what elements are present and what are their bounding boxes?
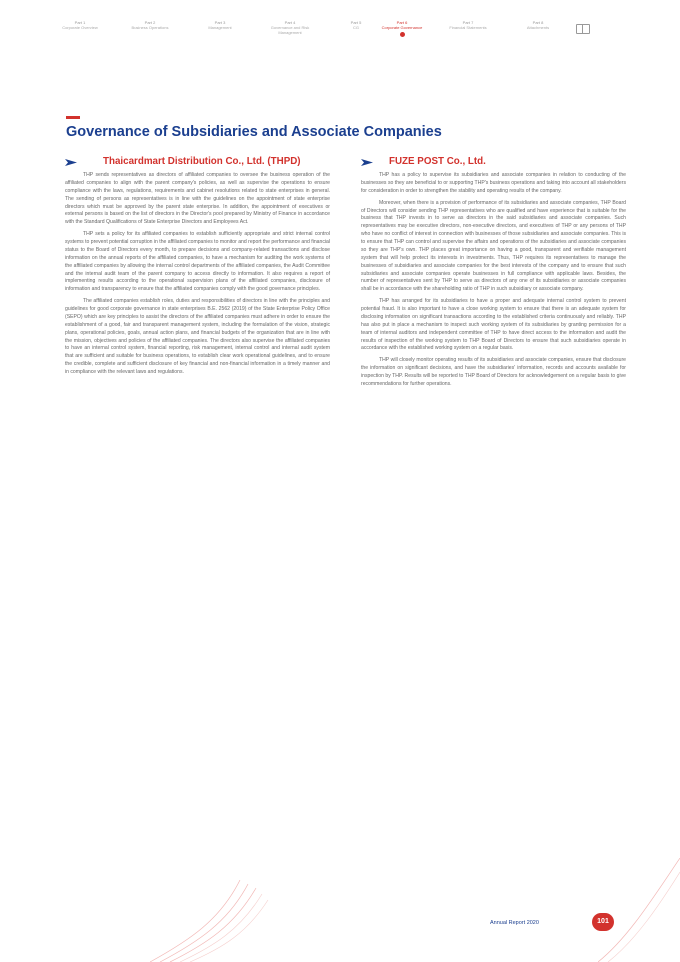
paragraph: THP will closely monitor operating results of its subsidiaries and associate companies, ensure that disclosure the information on significant decisions, and have the subsidiaries' information, records and accounts available for inspection by THP. Results will be reported to THP Board of Directors for acknowledgement on a regular basis to give recommendations for further operations. — [361, 357, 626, 387]
nav-item-title: Part 8 — [532, 20, 544, 25]
title-accent-bar — [66, 116, 80, 119]
section-heading-thpd — [65, 156, 330, 170]
nav-item-title: Part 5 — [350, 20, 362, 25]
nav-active-dot — [400, 32, 405, 37]
paragraph: THP has arranged for its subsidiaries to have a proper and adequate internal control system to prevent potential fraud. It is also important to have a close working system to ensure that there is an adequate system for disclosing information on significant transactions according to the established criteria continuously and reliably. THP has also put in place a mechanism to inspect such working system of its subsidiaries by granting permission for a team of internal auditors and independent committee of THP to have direct access to the information and audit the results of inspection of the working system to THP Board of Directors to ensure that such subsidiaries operate in accordance with the established working system on a regular basis. — [361, 298, 626, 352]
paragraph: THP sets a policy for its affiliated companies to establish sufficiently appropriate and strict internal control systems to prevent potential corruption in the affiliated companies to monitor and report the performance and financial status to the Board of Directors every month, to prepare decisions and company-related transactions and disclose information on the annual reports of the affiliated companies, to have a mechanism for auditing the work systems of the affiliated companies by allowing the internal control departments of the affiliated companies, the Audit Committee and the internal audit team of the parent company to access directly to information. It also requires a report of implementing results according to the operational supervision plans of the affiliated companies, disclosure of information and transparency to ensure that the affiliated companies comply with the good governance principles. — [65, 231, 330, 293]
page-number-badge: 101 — [592, 913, 614, 931]
nav-item-subtitle: CG — [353, 25, 359, 30]
section-heading-fuze-post — [361, 156, 626, 170]
nav-item-subtitle: Corporate Overview — [62, 25, 98, 30]
nav-item-subtitle: Corporate Governance — [381, 25, 423, 30]
nav-item-subtitle: Attachments — [526, 25, 550, 30]
arrow-icon — [65, 159, 77, 166]
book-icon[interactable] — [576, 24, 590, 34]
paragraph: The affiliated companies establish roles, duties and responsibilities of directors in line with the principles and guidelines for good corporate governance in state enterprises B.E. 2562 (2019) of the State Enterprise Policy Office (SEPO) which are key principles to assist the directors of the affiliated companies must adhere in order to ensure the establishment of a good, fair and transparent management system, including the formulation of the vision, strategic plans, operational policies, goals, annual action plans, and financial budgets of the organization that are in line with the mission, objectives and policies of the affiliated companies. The directors also supervise the affiliated companies to have an internal control system, financial reporting, risk management, internal control and internal audit system that are sufficient and suitable for business operations, to establish clear work operational guidelines, and to ensure the credible, complete and sufficient disclosure of key financial and non-financial information in a timely manner and in compliance with the relevant laws and regulations. — [65, 298, 330, 375]
nav-item-part-2[interactable] — [120, 20, 180, 30]
nav-item-part-8[interactable] — [508, 20, 568, 30]
section-title: Thaicardmart Distribution Co., Ltd. (THPD) — [103, 156, 301, 167]
nav-item-title: Part 6 — [396, 20, 408, 25]
nav-item-subtitle: Management — [208, 25, 232, 30]
nav-item-part-6[interactable] — [372, 20, 432, 37]
nav-item-title: Part 3 — [214, 20, 226, 25]
nav-item-title: Part 2 — [144, 20, 156, 25]
footer-report-title: Annual Report 2020 — [490, 920, 539, 926]
nav-item-part-3[interactable] — [190, 20, 250, 30]
paragraph: Moreover, when there is a provision of performance of its subsidiaries and associate companies, THP Board of Directors will consider sending THP representatives who are qualified and have experience that is suitable for the business that THP invests in to serve as directors in the said subsidiaries and associate companies. Such representatives may be executive directors, non-executive directors, and executives of THP or any persons of THP who have no conflict of interest in connection with businesses of those subsidiaries and associate companies. This is to ensure that THP can control and supervise the affairs and operations of the subsidiaries and associate companies so they are THP's own. THP places great importance on having a good, transparent and verifiable management system that will help protect its interests in investments. Thus, THP requires its representatives to manage the businesses of subsidiaries and associate companies for the best interests of the company and to ensure that such subsidiaries and associate companies operate businesses in full compliance with applicable laws. Besides, the number of representatives sent by THP to serve as directors of any one of its subsidiaries or associate companies shall be in accordance with the shareholding ratio of THP in such subsidiary or associate company. — [361, 199, 626, 293]
nav-item-title: Part 1 — [74, 20, 86, 25]
right-column — [361, 156, 626, 393]
arrow-icon — [361, 159, 373, 166]
nav-item-part-1[interactable] — [50, 20, 110, 30]
decorative-swoosh — [150, 880, 350, 962]
nav-item-part-7[interactable] — [438, 20, 498, 30]
nav-item-title: Part 4 — [284, 20, 296, 25]
paragraph: THP has a policy to supervise its subsidiaries and associate companies in relation to conducting of the businesses so they are beneficial to or supporting THP's business operations and taking into account all stakeholders for consideration in order to strengthen the stability and operating results of the company. — [361, 172, 626, 194]
decorative-curve — [598, 858, 680, 962]
page-title: Governance of Subsidiaries and Associate Companies — [66, 124, 442, 140]
left-column — [65, 156, 330, 381]
nav-item-subtitle: Financial Statements — [449, 25, 487, 30]
top-navigation — [50, 20, 630, 54]
nav-item-subtitle: Governance and Risk Management — [270, 25, 310, 35]
section-title: FUZE POST Co., Ltd. — [389, 156, 486, 167]
paragraph: THP sends representatives as directors of affiliated companies to oversee the business operation of the affiliated companies to align with the parent company's policies, as well as supervise the operations to ensure compliance with the laws, regulations, requirements and cabinet resolutions related to state enterprises in general. The sending of persons as representatives is in line with the guidelines on the appointment of state enterprise directors which must be approved by the parent state enterprise. In addition, the appointment of executives or external persons is based on the list of directors in the Director's pool prepared by Ministry of Finance in accordance with the Standard Qualifications of State Enterprise Directors and Employees Act. — [65, 172, 330, 226]
nav-item-title: Part 7 — [462, 20, 474, 25]
nav-item-part-4[interactable] — [260, 20, 320, 35]
nav-item-subtitle: Business Operations — [131, 25, 169, 30]
